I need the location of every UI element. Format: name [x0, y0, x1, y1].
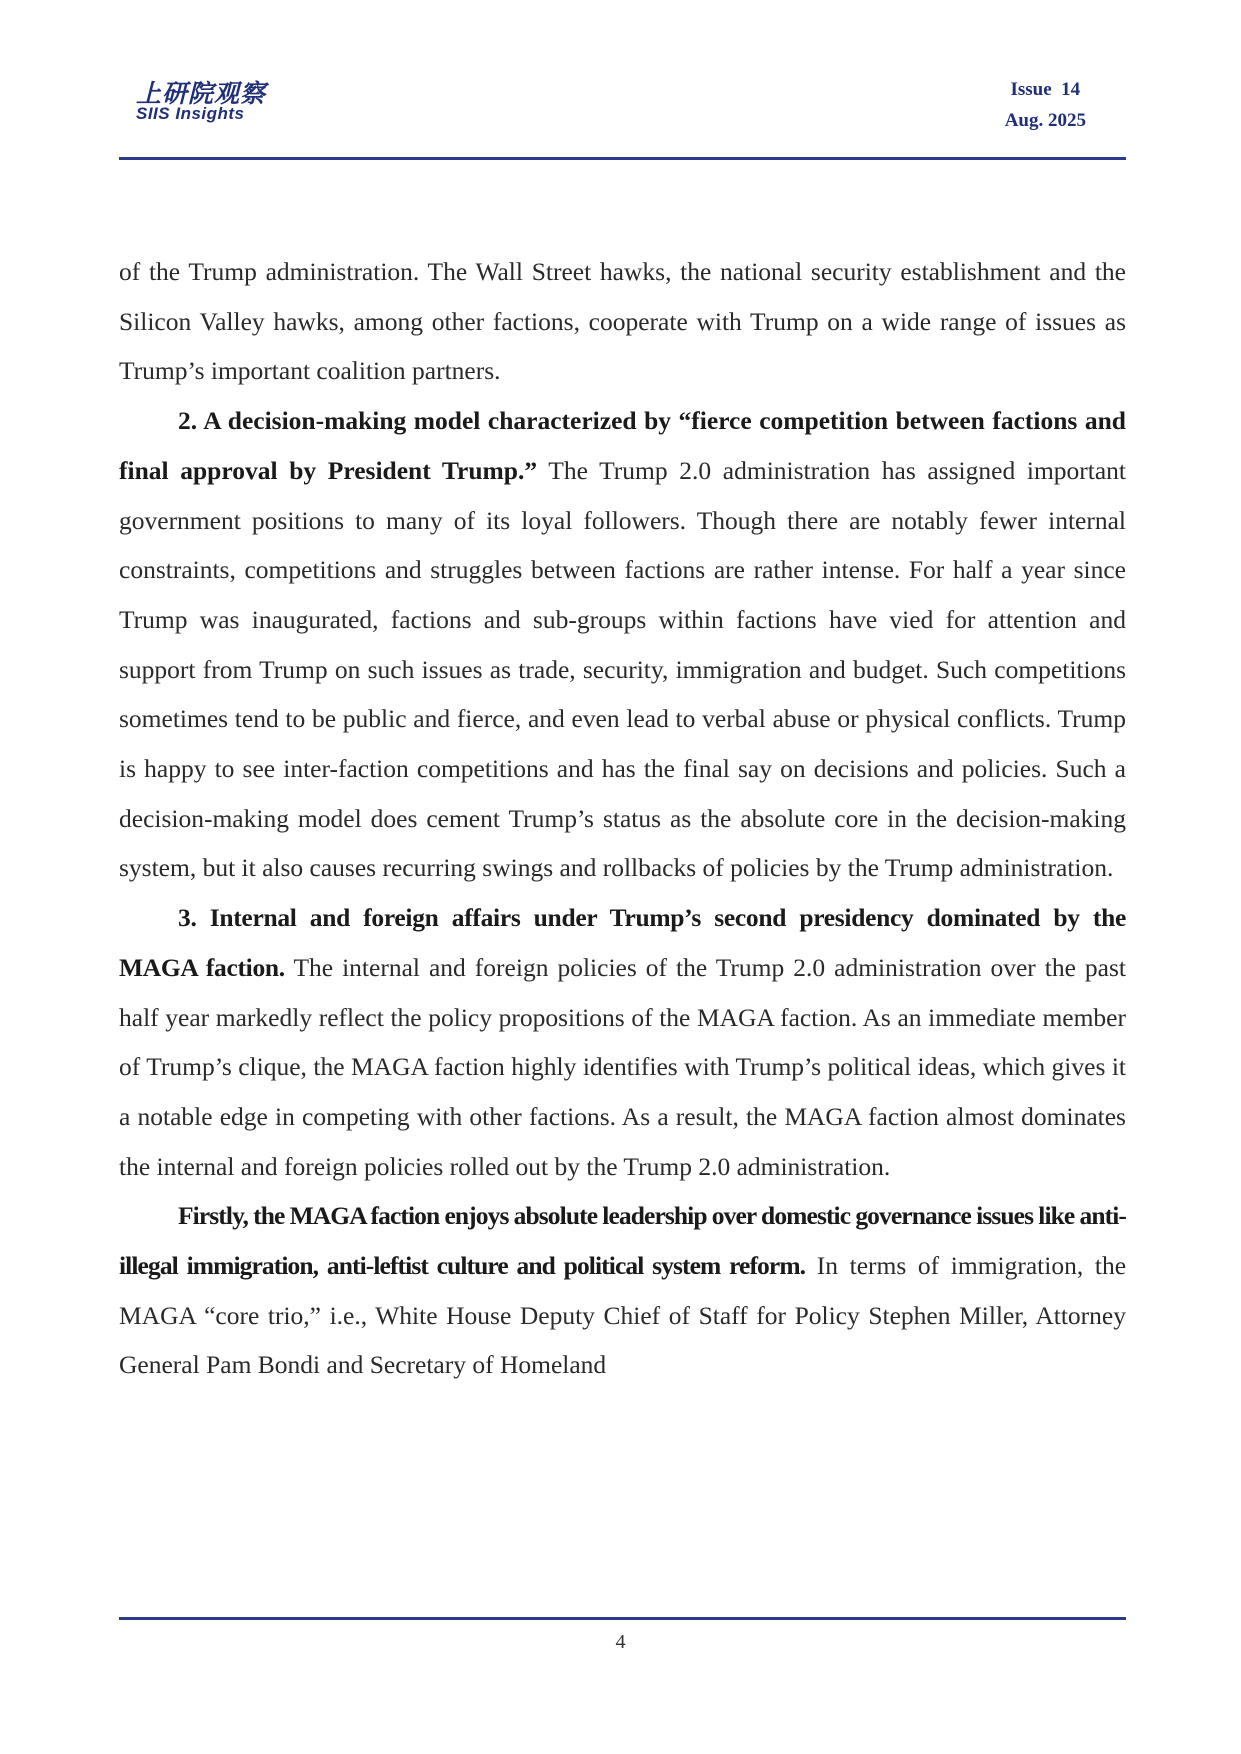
- paragraph-heading: 3. Internal and foreign affairs under Trump’s second presidency dominated by the MAGA faction.: [119, 903, 1126, 982]
- paragraph-heading: Firstly, the MAGA faction enjoys absolute leadership over domestic governance issues like anti-illegal immigration, anti-leftist culture and political system reform.: [119, 1201, 1126, 1281]
- paragraph-continuation: of the Trump administration. The Wall Street hawks, the national security establishment and the Silicon Valley hawks, among other factions, cooperate with Trump on a wide range of issues as Trump’s important coalition partners.: [119, 257, 1126, 386]
- article-body: [119, 247, 1126, 1390]
- page-number: 4: [615, 1631, 626, 1653]
- issue-info: [1005, 74, 1086, 136]
- paragraph-text: The internal and foreign policies of the Trump 2.0 administration over the past half year markedly reflect the policy propositions of the MAGA faction. As an immediate member of Trump’s clique, the MAGA faction highly identifies with Trump’s political ideas, which gives it a notable edge in competing with other factions. As a result, the MAGA faction almost dominates the internal and foreign policies rolled out by the Trump 2.0 administration.: [119, 952, 1127, 1181]
- paragraph-domestic-governance: [119, 1191, 1126, 1390]
- paragraph-maga-dominance: [119, 893, 1126, 1191]
- paragraph-text: In terms of immigration, the MAGA “core trio,” i.e., White House Deputy Chief of Staff for Policy Stephen Miller, Attorney General Pam Bondi and Secretary of Homeland: [119, 1251, 1127, 1380]
- header-divider: [119, 157, 1126, 160]
- paragraph-text: The Trump 2.0 administration has assigned important government positions to many of its loyal followers. Though there are notably fewer internal constraints, competitions and struggles between factions are rather intense. For half a year since Trump was inaugurated, factions and sub-groups within factions have vied for attention and support from Trump on such issues as trade, security, immigration and budget. Such competitions sometimes tend to be public and fierce, and even lead to verbal abuse or physical conflicts. Trump is happy to see inter-faction competitions and has the final say on decisions and policies. Such a decision-making model does cement Trump’s status as the absolute core in the decision-making system, but it also causes recurring swings and rollbacks of policies by the Trump administration.: [119, 455, 1127, 883]
- page-header: [119, 70, 1126, 160]
- logo-chinese: 上研院观察: [136, 79, 267, 108]
- footer-divider: [119, 1617, 1126, 1620]
- issue-date: Aug. 2025: [1004, 110, 1086, 131]
- logo-english: SIIS Insights: [136, 104, 245, 123]
- paragraph-decision-model: [119, 396, 1126, 893]
- paragraph-heading: 2. A decision-making model characterized by “fierce competition between factions and final approval by President Trump.”: [119, 406, 1126, 485]
- issue-number: Issue 14: [1010, 79, 1081, 100]
